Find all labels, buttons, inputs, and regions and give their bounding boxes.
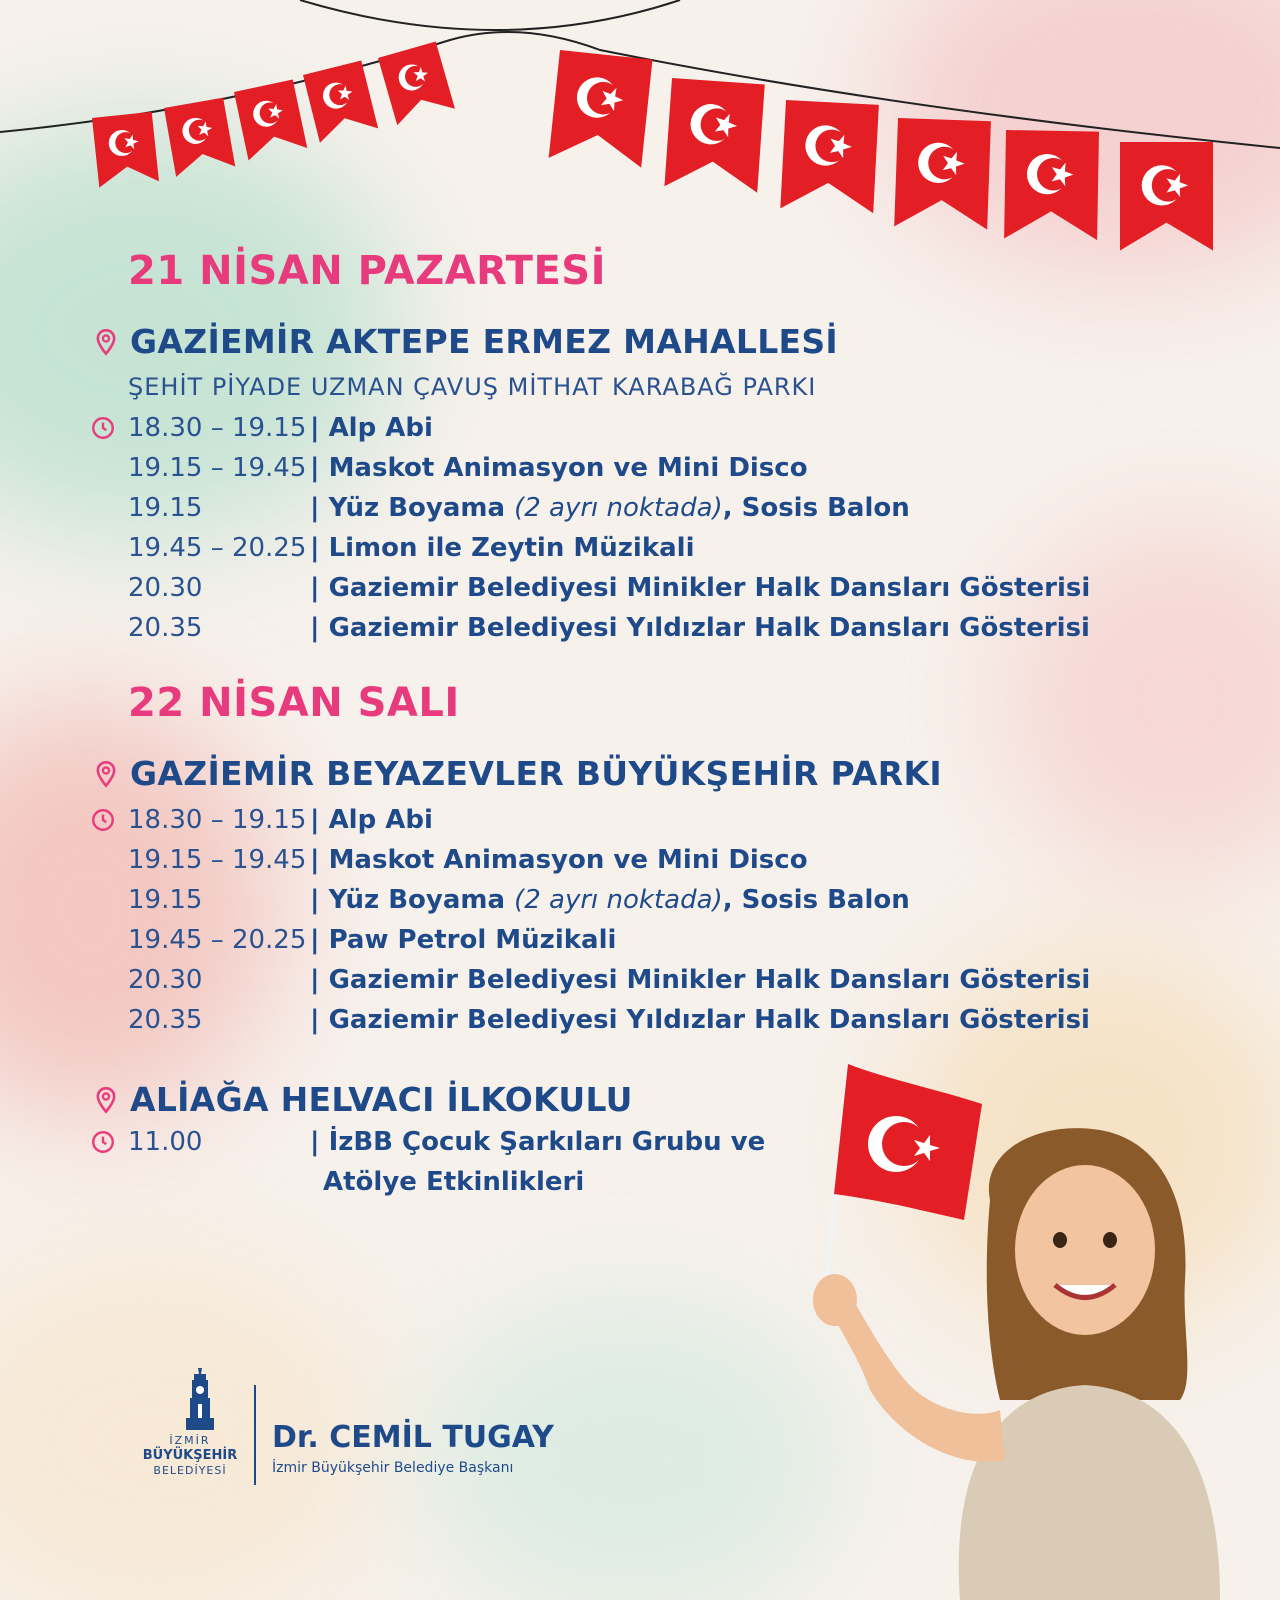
clock-icon [90, 807, 116, 833]
activity: | Alp Abi [310, 805, 433, 835]
schedule-row [92, 1000, 1192, 1040]
activity: | Alp Abi [310, 413, 433, 443]
day2-location [92, 754, 942, 793]
time: 19.45 – 20.25 [128, 533, 307, 563]
mayor-title: İzmir Büyükşehir Belediye Başkanı [272, 1460, 514, 1476]
activity: | Maskot Animasyon ve Mini Disco [310, 453, 808, 483]
location-name: GAZİEMİR AKTEPE ERMEZ MAHALLESİ [130, 322, 839, 361]
map-pin-icon [92, 1086, 120, 1114]
location-name: GAZİEMİR BEYAZEVLER BÜYÜKŞEHİR PARKI [130, 754, 942, 793]
day1-schedule [92, 408, 1192, 648]
map-pin-icon [92, 328, 120, 356]
schedule-row [92, 448, 1192, 488]
activity: | İzBB Çocuk Şarkıları Grubu ve [310, 1127, 766, 1157]
time: 19.15 [128, 885, 203, 915]
time: 19.15 – 19.45 [128, 453, 307, 483]
time: 18.30 – 19.15 [128, 413, 307, 443]
activity: | Yüz Boyama (2 ayrı noktada), Sosis Balon [310, 885, 910, 915]
time: 19.45 – 20.25 [128, 925, 307, 955]
schedule-row [92, 960, 1192, 1000]
sublocation: ŞEHİT PİYADE UZMAN ÇAVUŞ MİTHAT KARABAĞ PARKI [128, 373, 817, 401]
time: 20.30 [128, 965, 203, 995]
mayor-name: Dr. CEMİL TUGAY [272, 1420, 554, 1455]
activity: | Limon ile Zeytin Müzikali [310, 533, 695, 563]
day1-title: 21 NİSAN PAZARTESİ [128, 248, 606, 294]
activity: | Gaziemir Belediyesi Yıldızlar Halk Dansları Gösterisi [310, 613, 1090, 643]
logo-line1: İZMİR [169, 1434, 211, 1447]
clock-icon [90, 415, 116, 441]
day2-title: 22 NİSAN SALI [128, 680, 460, 726]
activity: Atölye Etkinlikleri [323, 1167, 585, 1197]
schedule-row [92, 800, 1192, 840]
schedule-row [92, 840, 1192, 880]
activity: | Gaziemir Belediyesi Minikler Halk Dansları Gösterisi [310, 573, 1091, 603]
activity: | Yüz Boyama (2 ayrı noktada), Sosis Balon [310, 493, 910, 523]
schedule-row [92, 608, 1192, 648]
logo-line3: BELEDİYESİ [153, 1464, 227, 1477]
time: 11.00 [128, 1127, 203, 1157]
time: 19.15 [128, 493, 203, 523]
day2-location2 [92, 1080, 633, 1119]
time: 19.15 – 19.45 [128, 845, 307, 875]
schedule-row [92, 528, 1192, 568]
activity: | Maskot Animasyon ve Mini Disco [310, 845, 808, 875]
location-name: ALİAĞA HELVACI İLKOKULU [130, 1080, 633, 1119]
time: 20.30 [128, 573, 203, 603]
map-pin-icon [92, 760, 120, 788]
schedule-row [92, 568, 1192, 608]
time: 20.35 [128, 1005, 203, 1035]
child-holding-flag-image [800, 1060, 1280, 1600]
time: 20.35 [128, 613, 203, 643]
schedule-row [92, 880, 1192, 920]
activity: | Gaziemir Belediyesi Minikler Halk Dansları Gösterisi [310, 965, 1091, 995]
schedule-row [92, 488, 1192, 528]
time: 18.30 – 19.15 [128, 805, 307, 835]
schedule-row [92, 408, 1192, 448]
activity: | Paw Petrol Müzikali [310, 925, 617, 955]
day1-location [92, 322, 838, 361]
divider [254, 1385, 256, 1485]
schedule-row [92, 920, 1192, 960]
activity: | Gaziemir Belediyesi Yıldızlar Halk Dansları Gösterisi [310, 1005, 1090, 1035]
clock-icon [90, 1129, 116, 1155]
day2-schedule [92, 800, 1192, 1040]
logo-line2: BÜYÜKŞEHİR [142, 1448, 238, 1463]
